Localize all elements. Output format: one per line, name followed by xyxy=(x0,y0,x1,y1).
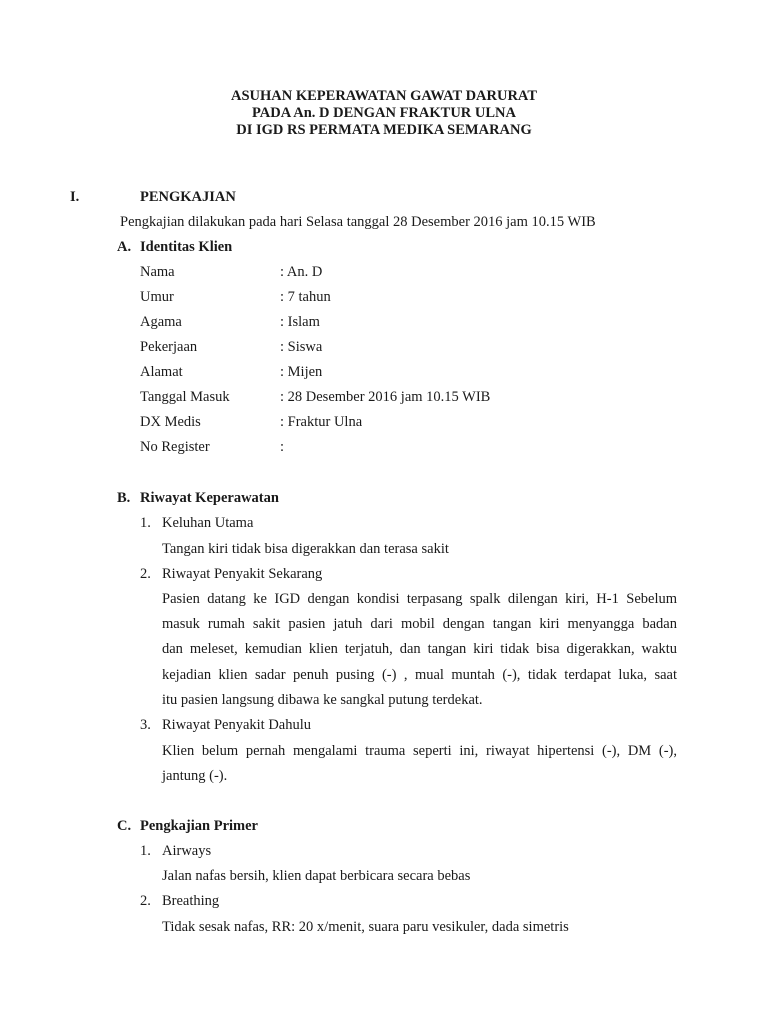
identity-label: Alamat xyxy=(140,364,183,380)
list-item-text: Klien belum pernah mengalami trauma seperti ini, riwayat hipertensi (-), DM (-), xyxy=(162,743,677,759)
list-item-title: Riwayat Penyakit Dahulu xyxy=(162,717,312,733)
identity-label: DX Medis xyxy=(140,414,201,430)
list-item-text: Tidak sesak nafas, RR: 20 x/menit, suara paru vesikuler, dada simetris xyxy=(162,919,569,935)
list-item-text: masuk rumah sakit pasien jatuh dari mobil dengan tangan kiri menyangga badan xyxy=(162,616,677,632)
list-number: 1. xyxy=(140,515,151,531)
list-item-text: itu pasien langsung dibawa ke sangkal putung terdekat. xyxy=(162,692,483,708)
list-item-text: kejadian klien sadar penuh pusing (-) , mual muntah (-), tidak terdapat luka, saat xyxy=(162,667,677,683)
list-item-text: Jalan nafas bersih, klien dapat berbicara secara bebas xyxy=(162,868,471,884)
identity-label: No Register xyxy=(140,439,210,455)
identity-value: : Islam xyxy=(280,314,320,330)
list-item-title: Airways xyxy=(162,843,212,859)
list-item-title: Riwayat Penyakit Sekarang xyxy=(162,566,323,582)
subsection-heading-primer: Pengkajian Primer xyxy=(140,818,258,834)
identity-label: Tanggal Masuk xyxy=(140,389,230,405)
identity-value: : Fraktur Ulna xyxy=(280,414,363,430)
list-number: 2. xyxy=(140,566,151,582)
identity-value: : Siswa xyxy=(280,339,323,355)
identity-value: : xyxy=(280,439,285,455)
list-item-title: Breathing xyxy=(162,893,220,909)
identity-label: Umur xyxy=(140,289,174,305)
list-number: 2. xyxy=(140,893,151,909)
doc-title-line-3: DI IGD RS PERMATA MEDIKA SEMARANG xyxy=(236,122,532,138)
identity-value: : Mijen xyxy=(280,364,323,380)
section-number: I. xyxy=(70,189,80,205)
subsection-heading-riwayat: Riwayat Keperawatan xyxy=(140,490,279,506)
list-item-text: jantung (-). xyxy=(162,768,228,784)
section-intro: Pengkajian dilakukan pada hari Selasa tanggal 28 Desember 2016 jam 10.15 WIB xyxy=(120,214,596,230)
subsection-letter-c: C. xyxy=(117,818,132,834)
identity-label: Pekerjaan xyxy=(140,339,198,355)
section-heading: PENGKAJIAN xyxy=(140,189,236,205)
list-number: 1. xyxy=(140,843,151,859)
list-number: 3. xyxy=(140,717,151,733)
list-item-text: Pasien datang ke IGD dengan kondisi terpasang spalk dilengan kiri, H-1 Sebelum xyxy=(162,591,677,607)
subsection-letter-b: B. xyxy=(117,490,131,506)
list-item-title: Keluhan Utama xyxy=(162,515,254,531)
doc-title-line-2: PADA An. D DENGAN FRAKTUR ULNA xyxy=(252,105,516,121)
subsection-heading-identitas: Identitas Klien xyxy=(140,239,233,255)
list-item-text: Tangan kiri tidak bisa digerakkan dan terasa sakit xyxy=(162,541,449,557)
doc-title-line-1: ASUHAN KEPERAWATAN GAWAT DARURAT xyxy=(230,88,537,104)
identity-label: Nama xyxy=(140,264,175,280)
identity-label: Agama xyxy=(140,314,182,330)
list-item-text: dan meleset, kemudian klien terjatuh, dan tangan kiri tidak bisa digerakkan, waktu xyxy=(162,641,677,657)
subsection-letter-a: A. xyxy=(117,239,132,255)
identity-value: : An. D xyxy=(280,264,323,280)
identity-value: : 7 tahun xyxy=(280,289,331,305)
identity-value: : 28 Desember 2016 jam 10.15 WIB xyxy=(280,389,491,405)
